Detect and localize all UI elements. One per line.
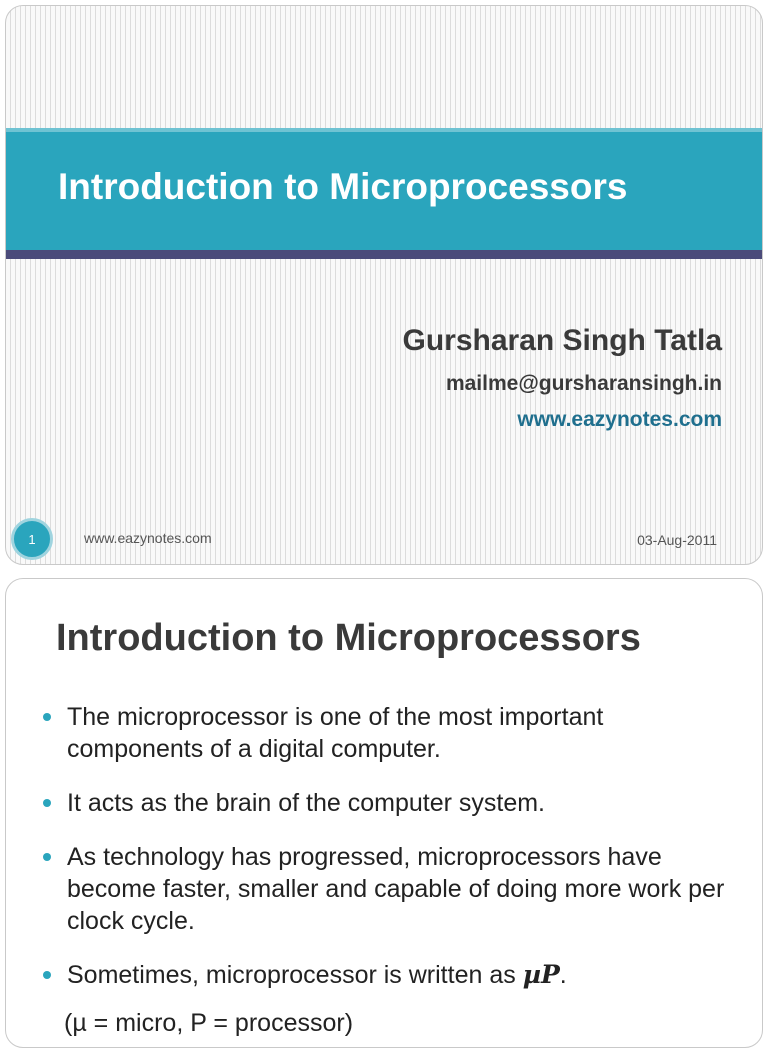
bullet-text: The microprocessor is one of the most important components of a digital computer. <box>67 703 604 763</box>
bullet-suffix: . <box>559 961 567 989</box>
micro-p-symbol: µP <box>522 960 560 989</box>
slide-title: Introduction to Microprocessors <box>58 166 628 207</box>
bullet-dot-icon <box>43 713 51 721</box>
partial-cut-off-line: (µ = micro, P = processor) <box>64 1009 354 1037</box>
bullet-text: Sometimes, microprocessor is written as <box>67 961 523 989</box>
bullet-text: As technology has progressed, microprocessors have become faster, smaller and capable of doing more work per clock cycle. <box>67 843 725 935</box>
slide-title: Introduction to Microprocessors <box>56 617 641 659</box>
bullet-item <box>34 841 734 937</box>
footer-website: www.eazynotes.com <box>84 530 212 546</box>
bullet-dot-icon <box>43 853 51 861</box>
author-name: Gursharan Singh Tatla <box>402 324 722 357</box>
footer-date: 03-Aug-2011 <box>637 532 717 548</box>
bullet-item <box>34 787 734 819</box>
title-slide <box>5 5 763 565</box>
bullet-item <box>34 959 734 991</box>
bullet-list <box>34 701 734 1013</box>
content-slide <box>5 578 763 1048</box>
bullet-dot-icon <box>43 971 51 979</box>
bullet-text: It acts as the brain of the computer system. <box>67 789 545 817</box>
slide-number-badge: 1 <box>11 518 53 560</box>
bullet-dot-icon <box>43 799 51 807</box>
author-email: mailme@gursharansingh.in <box>445 372 722 395</box>
author-website: www.eazynotes.com <box>517 408 722 431</box>
title-band-stripe <box>6 250 762 259</box>
bullet-item <box>34 701 734 765</box>
